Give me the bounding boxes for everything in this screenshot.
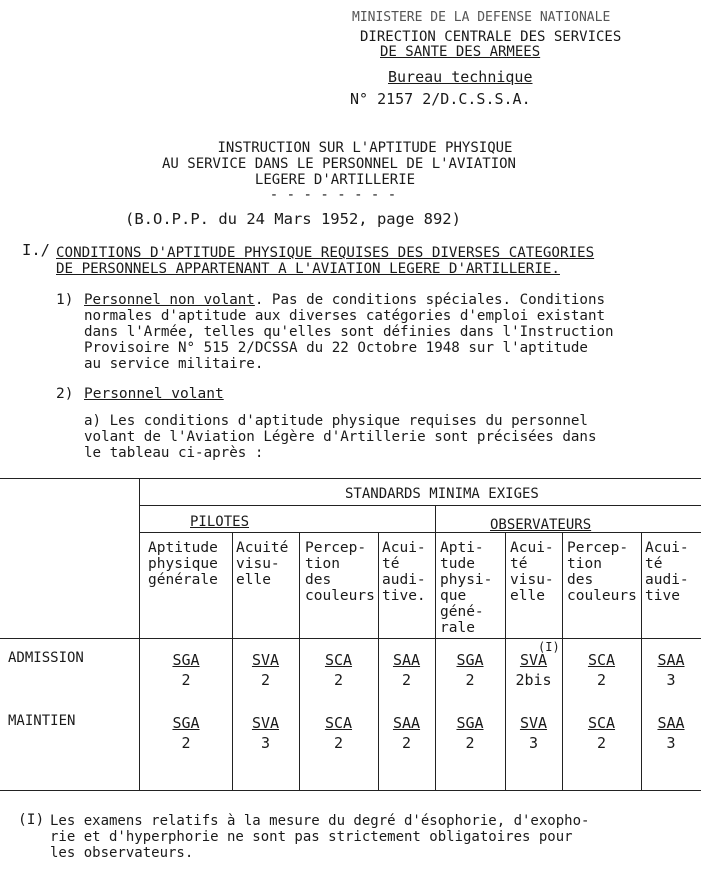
item2-sub-a-line-3: le tableau ci-après : (84, 445, 264, 461)
table-cell (562, 650, 641, 690)
ministry-line: MINISTERE DE LA DEFENSE NATIONALE (352, 10, 611, 25)
footnote-line-1: Les examens relatifs à la mesure du degré d'ésophorie, d'exopho- (50, 813, 590, 829)
col-header-obs-perception: Percep- tion des couleurs (567, 540, 637, 604)
cell-code: SCA (587, 651, 616, 669)
col-header-obs-aptitude: Apti- tude physi- que géné- rale (440, 540, 493, 636)
direction-line-1: DIRECTION CENTRALE DES SERVICES (360, 29, 622, 45)
cell-code: SVA (251, 651, 280, 669)
cell-code: SCA (324, 651, 353, 669)
item1-line-5: au service militaire. (84, 356, 264, 372)
table-cell (378, 713, 435, 753)
cell-code: SVA (519, 651, 548, 669)
item1-label: Personnel non volant (84, 292, 255, 308)
col-header-obs-acuite-auditive: Acui- té audi- tive (645, 540, 689, 604)
cell-value: 2 (181, 734, 191, 752)
cell-code: SAA (657, 651, 685, 669)
footnote-marker-ref: (I) (538, 640, 560, 654)
table-cell (140, 650, 232, 690)
column-header-bottom-rule (0, 638, 701, 639)
table-cell (232, 650, 299, 690)
table-cell (299, 713, 378, 753)
section-heading-line-2: DE PERSONNELS APPARTENANT A L'AVIATION LEGERE D'ARTILLERIE. (56, 261, 560, 277)
table-cell (378, 650, 435, 690)
table-cell (299, 650, 378, 690)
col-header-pilote-aptitude: Aptitude physique générale (148, 540, 218, 588)
cell-value: 3 (666, 671, 676, 689)
cell-value: 2 (465, 734, 475, 752)
item1-line-3: dans l'Armée, telles qu'elles sont définies dans l'Instruction (84, 324, 614, 340)
cell-code: SVA (519, 714, 548, 732)
cell-value: 2 (333, 734, 344, 752)
col-header-pilote-acuite-visuelle: Acuité visu- elle (236, 540, 289, 588)
cell-value: 3 (528, 734, 539, 752)
cell-value: 2 (333, 671, 344, 689)
footnote-marker: (I) (18, 812, 45, 828)
table-bottom-border (0, 790, 701, 791)
direction-line-2: DE SANTE DES ARMEES (380, 44, 541, 60)
table-cell (641, 650, 701, 690)
reference-number: N° 2157 2/D.C.S.S.A. (350, 90, 531, 108)
title-line-1: INSTRUCTION SUR L'APTITUDE PHYSIQUE (217, 140, 513, 156)
item1-number: 1) (56, 292, 74, 308)
table-cell (641, 713, 701, 753)
cell-value: 2 (596, 671, 607, 689)
cell-value: 2 (401, 734, 412, 752)
standards-header-rule (140, 505, 701, 506)
bureau-label: Bureau technique (388, 68, 533, 86)
item2-label: Personnel volant (84, 386, 224, 402)
cell-value: 2 (401, 671, 412, 689)
row-label-maintien: MAINTIEN (8, 713, 76, 729)
cell-code: SCA (324, 714, 353, 732)
cell-value: 2 (465, 671, 475, 689)
col-header-obs-acuite-visuelle: Acui- té visu- elle (510, 540, 554, 604)
cell-value: 3 (666, 734, 676, 752)
item2-sub-a-line-2: volant de l'Aviation Légère d'Artillerie sont précisées dans (84, 429, 597, 445)
table-top-border (0, 478, 701, 479)
row-label-admission: ADMISSION (8, 650, 84, 666)
item1-line-4: Provisoire N° 515 2/DCSSA du 22 Octobre 1948 sur l'aptitude (84, 340, 588, 356)
cell-value: 3 (260, 734, 271, 752)
cell-value: 2bis (515, 671, 552, 689)
cell-value: 2 (181, 671, 191, 689)
cell-code: SGA (456, 714, 484, 732)
cell-code: SAA (392, 714, 421, 732)
item2-number: 2) (56, 386, 74, 402)
item2-sub-a-line-1: a) Les conditions d'aptitude physique requises du personnel (84, 413, 588, 429)
source-reference: (B.O.P.P. du 24 Mars 1952, page 892) (125, 210, 461, 228)
col-header-pilote-perception: Percep- tion des couleurs (305, 540, 375, 604)
item1-line1-rest: . Pas de conditions spéciales. Conditions (254, 292, 606, 308)
title-line-3: LEGERE D'ARTILLERIE (254, 172, 416, 188)
cell-code: SAA (657, 714, 685, 732)
col-header-pilote-acuite-auditive: Acui- té audi- tive. (382, 540, 426, 604)
cell-code: SGA (172, 714, 200, 732)
cell-code: SCA (587, 714, 616, 732)
section-heading-line-1: CONDITIONS D'APTITUDE PHYSIQUE REQUISES DES DIVERSES CATEGORIES (56, 245, 595, 261)
group-pilotes: PILOTES (190, 514, 250, 530)
table-cell (562, 713, 641, 753)
title-dashes: - - - - - - - - (269, 187, 397, 203)
item1-line-2: normales d'aptitude aux diverses catégories d'emploi existant (84, 308, 606, 324)
table-cell (435, 650, 505, 690)
cell-value: 2 (260, 671, 271, 689)
cell-code: SVA (251, 714, 280, 732)
standards-header: STANDARDS MINIMA EXIGES (345, 486, 539, 502)
cell-value: 2 (596, 734, 607, 752)
table-cell (435, 713, 505, 753)
table-cell (505, 650, 562, 690)
footnote-line-2: rie et d'hyperphorie ne sont pas strictement obligatoires pour (50, 829, 573, 845)
group-header-rule (140, 532, 701, 533)
title-line-2: AU SERVICE DANS LE PERSONNEL DE L'AVIATION (161, 156, 516, 172)
table-cell (232, 713, 299, 753)
group-observateurs: OBSERVATEURS (490, 517, 592, 533)
section-number: I./ (22, 241, 50, 259)
table-cell (505, 713, 562, 753)
cell-code: SAA (392, 651, 421, 669)
footnote-line-3: les observateurs. (50, 845, 194, 861)
item1-line-1 (84, 292, 605, 308)
cell-code: SGA (172, 651, 200, 669)
cell-code: SGA (456, 651, 484, 669)
table-cell (140, 713, 232, 753)
